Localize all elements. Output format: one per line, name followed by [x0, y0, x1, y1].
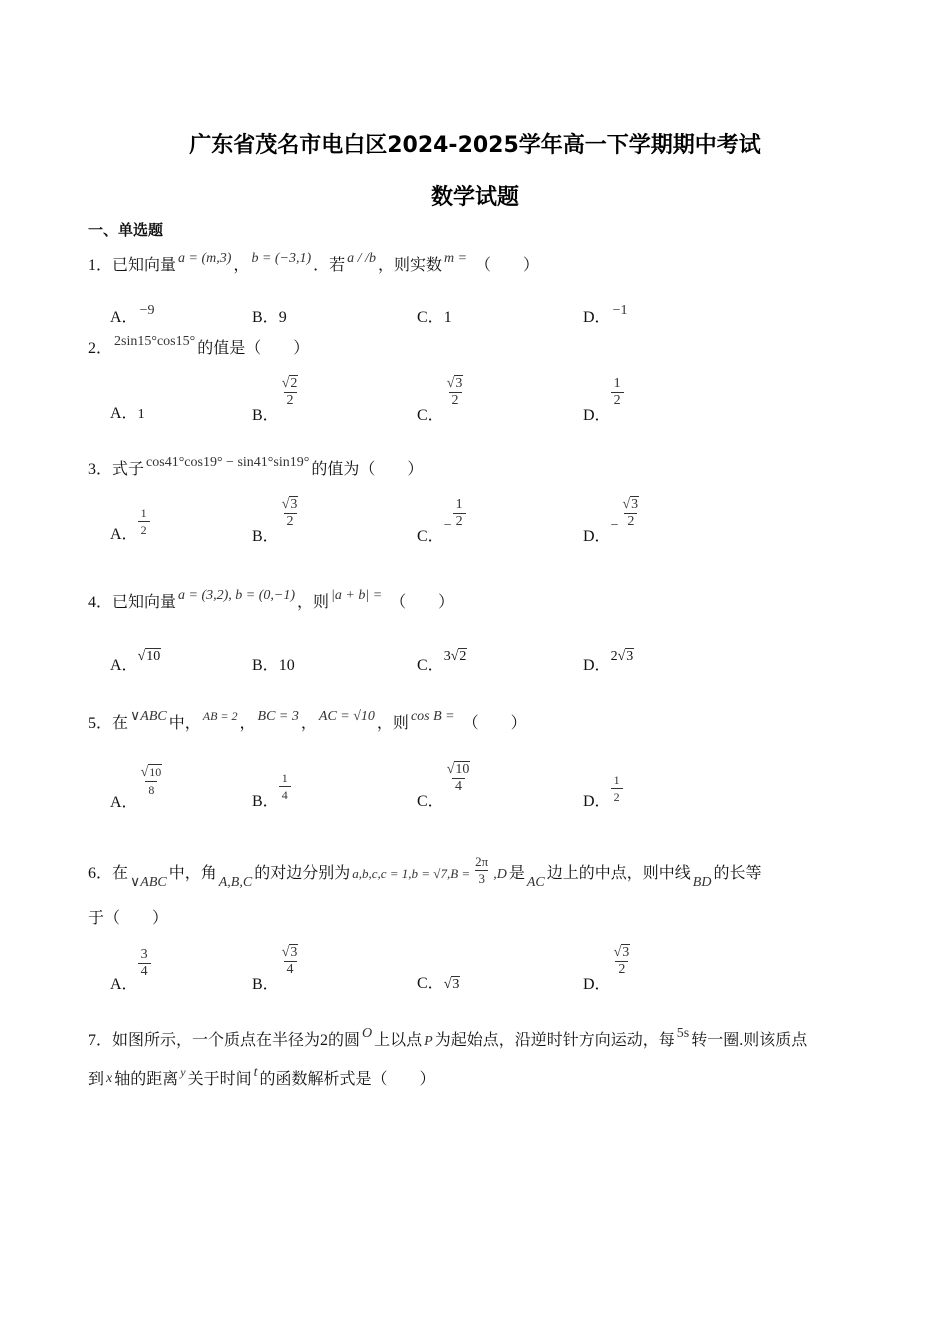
numerator: 1 — [455, 497, 463, 512]
q5-option-d[interactable] — [583, 772, 623, 811]
numerator: 10 — [455, 762, 470, 777]
q-text: 边上的中点，则中线 — [546, 865, 691, 883]
section-heading: 一、单选题 — [88, 221, 164, 239]
numerator: 3 — [455, 376, 463, 391]
q-text: 已知向量 — [112, 594, 177, 611]
question-5 — [88, 709, 527, 735]
q-text: 的值为（ ） — [311, 461, 424, 478]
denominator: 4 — [284, 961, 297, 978]
option-value: 3 — [452, 977, 460, 992]
question-number: 2． — [88, 340, 113, 357]
math: AB = 2 — [202, 709, 238, 723]
numerator: 3 — [622, 945, 630, 960]
option-label: D． — [583, 657, 611, 674]
q6-option-d[interactable] — [583, 945, 633, 994]
denominator: 2 — [138, 521, 150, 538]
q5-option-c[interactable] — [417, 762, 473, 811]
option-value: 1 — [443, 309, 452, 326]
math: AC — [526, 875, 545, 891]
fraction: $\frac{√10}{4}$ — [446, 762, 470, 794]
q-text: ，则实数 — [377, 257, 442, 274]
question-3 — [88, 455, 424, 481]
option-value: 10 — [278, 657, 295, 674]
option-label: C． — [417, 309, 444, 326]
option-label: A． — [110, 793, 138, 811]
numerator: 2π — [475, 854, 489, 869]
option-label: D． — [583, 528, 611, 546]
coefficient: 3 — [443, 649, 451, 664]
denominator: 2 — [453, 513, 466, 530]
fraction: $\frac{√3}{2}$ — [613, 945, 630, 977]
option-value: 3 — [626, 649, 634, 664]
numerator: 1 — [613, 773, 620, 787]
option-label: B． — [252, 528, 279, 546]
q6-option-a[interactable] — [110, 947, 151, 994]
math: P — [424, 1034, 433, 1049]
numerator: 3 — [290, 945, 298, 960]
option-label: C． — [417, 528, 444, 546]
option-label: B． — [252, 793, 279, 811]
q-text: 轴的距离 — [114, 1071, 179, 1088]
option-label: C． — [417, 407, 444, 425]
math: BC = 3 — [257, 709, 299, 724]
q1-option-d[interactable] — [583, 304, 629, 327]
option-label: A． — [110, 309, 138, 326]
fraction: $\frac{√10}{8}$ — [140, 765, 162, 797]
q4-option-d[interactable] — [583, 649, 634, 675]
q-text: 中， — [168, 715, 201, 732]
q-text: 已知向量 — [112, 257, 177, 274]
q-text: （ ） — [475, 257, 540, 274]
numerator: 2 — [290, 376, 298, 391]
q-text: ，则 — [376, 715, 409, 732]
q-text: 在 — [112, 865, 129, 883]
denominator: 2 — [611, 392, 624, 409]
option-value: −9 — [139, 303, 155, 318]
option-label: A． — [110, 405, 138, 422]
option-value: 10 — [146, 649, 161, 664]
sqrt: √10 — [137, 649, 161, 664]
q-text: ， — [239, 715, 256, 732]
q-text: 为起始点，沿逆时针方向运动，每 — [434, 1032, 675, 1049]
q-text: 转一圈.则该质点 — [691, 1032, 808, 1049]
math: ∨ABC — [130, 875, 167, 891]
numerator: 1 — [140, 506, 147, 520]
math: cos B = — [410, 709, 455, 724]
q-text: ．若 — [313, 257, 346, 274]
q1-option-c[interactable] — [417, 304, 452, 327]
q-text: 的值是（ ） — [197, 340, 310, 357]
option-label: D． — [583, 309, 611, 326]
option-label: D． — [583, 793, 611, 811]
fraction: $\frac{√3}{4}$ — [281, 945, 298, 977]
numerator: 3 — [290, 497, 298, 512]
math: ,D — [493, 867, 507, 883]
coefficient: 2 — [610, 649, 618, 664]
fraction — [138, 947, 151, 980]
q3-option-d[interactable] — [583, 497, 642, 546]
question-number: 1． — [88, 257, 113, 274]
option-label: D． — [583, 976, 611, 994]
option-label: A． — [110, 526, 138, 544]
question-6-continued: 于（ ） — [88, 910, 169, 927]
fraction — [611, 772, 623, 805]
q2-option-a[interactable] — [110, 400, 145, 423]
fraction — [138, 505, 150, 538]
math: BD — [692, 875, 712, 891]
question-number: 7． — [88, 1032, 113, 1049]
fraction: $\frac{√2}{2}$ — [281, 376, 298, 408]
option-label: C． — [417, 793, 444, 811]
question-7 — [88, 1026, 808, 1052]
math: cos41°cos19° − sin41°sin19° — [146, 455, 310, 470]
option-label: D． — [583, 407, 611, 425]
math: a,b,c,c = 1,b = √7,B = — [352, 866, 471, 882]
q-text: 上以点 — [374, 1032, 423, 1049]
math: AC = √10 — [318, 709, 375, 724]
option-value: 9 — [278, 309, 287, 326]
sqrt: 2√3 — [610, 649, 634, 664]
math: ∨ABC — [130, 709, 167, 724]
denominator: 2 — [284, 513, 297, 530]
math: a / /b — [347, 251, 376, 266]
fraction — [279, 770, 291, 803]
q2-option-c[interactable] — [417, 376, 466, 425]
q2-option-d[interactable] — [583, 376, 624, 425]
fraction — [453, 497, 466, 530]
denominator: 2 — [449, 392, 462, 409]
q6-option-c[interactable] — [417, 970, 460, 993]
option-label: A． — [110, 976, 138, 994]
denominator: 2 — [611, 788, 623, 805]
math: m = — [443, 251, 468, 266]
q-text: 在 — [112, 715, 129, 732]
option-label: B． — [252, 976, 279, 994]
q6-option-b[interactable] — [252, 945, 301, 994]
q-text: 的长等 — [713, 865, 762, 883]
q5-option-b[interactable] — [252, 770, 291, 811]
q-text: （ ） — [390, 594, 455, 611]
math: 2sin15°cos15° — [114, 334, 196, 349]
numerator: 1 — [281, 771, 288, 785]
question-number: 3． — [88, 461, 113, 478]
q-text: ， — [300, 715, 317, 732]
option-label: B． — [252, 309, 279, 326]
fraction — [611, 376, 624, 409]
minus-sign: − — [610, 517, 619, 533]
q-text: 如图所示，一个质点在半径为2的圆 — [112, 1032, 361, 1049]
q4-option-c[interactable] — [417, 649, 467, 675]
denominator: 4 — [138, 963, 151, 980]
numerator: 10 — [149, 765, 162, 779]
denominator: 4 — [279, 786, 291, 803]
q3-option-c[interactable] — [417, 497, 466, 546]
q-text: 式子 — [112, 461, 145, 478]
sqrt: 3√2 — [443, 649, 467, 664]
option-label: B． — [252, 407, 279, 425]
q-text: 关于时间 — [187, 1071, 252, 1088]
q-text: 到 — [88, 1071, 105, 1088]
q3-option-a[interactable] — [110, 505, 150, 544]
denominator: 2 — [284, 392, 297, 409]
fraction: $\frac{√3}{2}$ — [622, 497, 639, 529]
fraction: $\frac{√3}{2}$ — [281, 497, 298, 529]
question-6 — [88, 854, 762, 891]
numerator: 3 — [140, 947, 148, 962]
q-text: ，则 — [297, 594, 330, 611]
numerator: 3 — [631, 497, 639, 512]
q2-option-b[interactable] — [252, 376, 301, 425]
question-number: 5． — [88, 715, 113, 732]
math: a = (m,3) — [178, 251, 232, 266]
math: b = (−3,1) — [251, 251, 312, 266]
denominator: 4 — [452, 778, 465, 795]
denominator: 2 — [615, 961, 628, 978]
q-text: 的对边分别为 — [254, 865, 351, 883]
q1-option-b[interactable] — [252, 304, 287, 327]
question-number: 6． — [88, 865, 113, 883]
q-text: （ ） — [462, 715, 527, 732]
q-text: 的函数解析式是（ ） — [259, 1071, 436, 1088]
minus-sign: − — [443, 517, 452, 533]
option-value: 2 — [459, 649, 467, 664]
option-label: B． — [252, 657, 279, 674]
math: y — [180, 1065, 186, 1079]
denominator: 2 — [624, 513, 637, 530]
fraction — [472, 854, 491, 887]
fraction: $\frac{√3}{2}$ — [446, 376, 463, 408]
q-text: 中，角 — [168, 865, 217, 883]
denominator: 8 — [145, 781, 157, 798]
math: x — [106, 1071, 113, 1086]
q1-option-a[interactable] — [110, 304, 156, 327]
question-2 — [88, 334, 310, 360]
page-title: 广东省茂名市电白区2024-2025学年高一下学期期中考试 — [189, 133, 761, 158]
q-text: 是 — [508, 865, 525, 883]
option-label: A． — [110, 657, 138, 674]
denominator: 3 — [475, 870, 488, 887]
numerator: 1 — [613, 376, 621, 391]
math: |a + b| = — [331, 588, 383, 603]
math: a = (3,2), b = (0,−1) — [178, 588, 296, 603]
q-text: ， — [233, 257, 250, 274]
question-number: 4． — [88, 594, 113, 611]
option-value: −1 — [612, 303, 628, 318]
sqrt: √3 — [443, 977, 460, 992]
math: A,B,C — [218, 875, 253, 891]
option-value: 1 — [137, 407, 145, 422]
question-1 — [88, 251, 540, 277]
math: t — [253, 1065, 258, 1080]
q4-option-b[interactable] — [252, 652, 295, 675]
page-subtitle: 数学试题 — [430, 185, 519, 210]
option-label: C． — [417, 975, 444, 992]
q4-option-a[interactable] — [110, 649, 161, 675]
question-4 — [88, 588, 455, 614]
math: O — [362, 1026, 373, 1041]
question-7-continued — [88, 1065, 436, 1091]
q5-option-a[interactable] — [110, 764, 165, 811]
math: 5s — [676, 1026, 690, 1041]
q3-option-b[interactable] — [252, 497, 301, 546]
option-label: C． — [417, 657, 444, 674]
